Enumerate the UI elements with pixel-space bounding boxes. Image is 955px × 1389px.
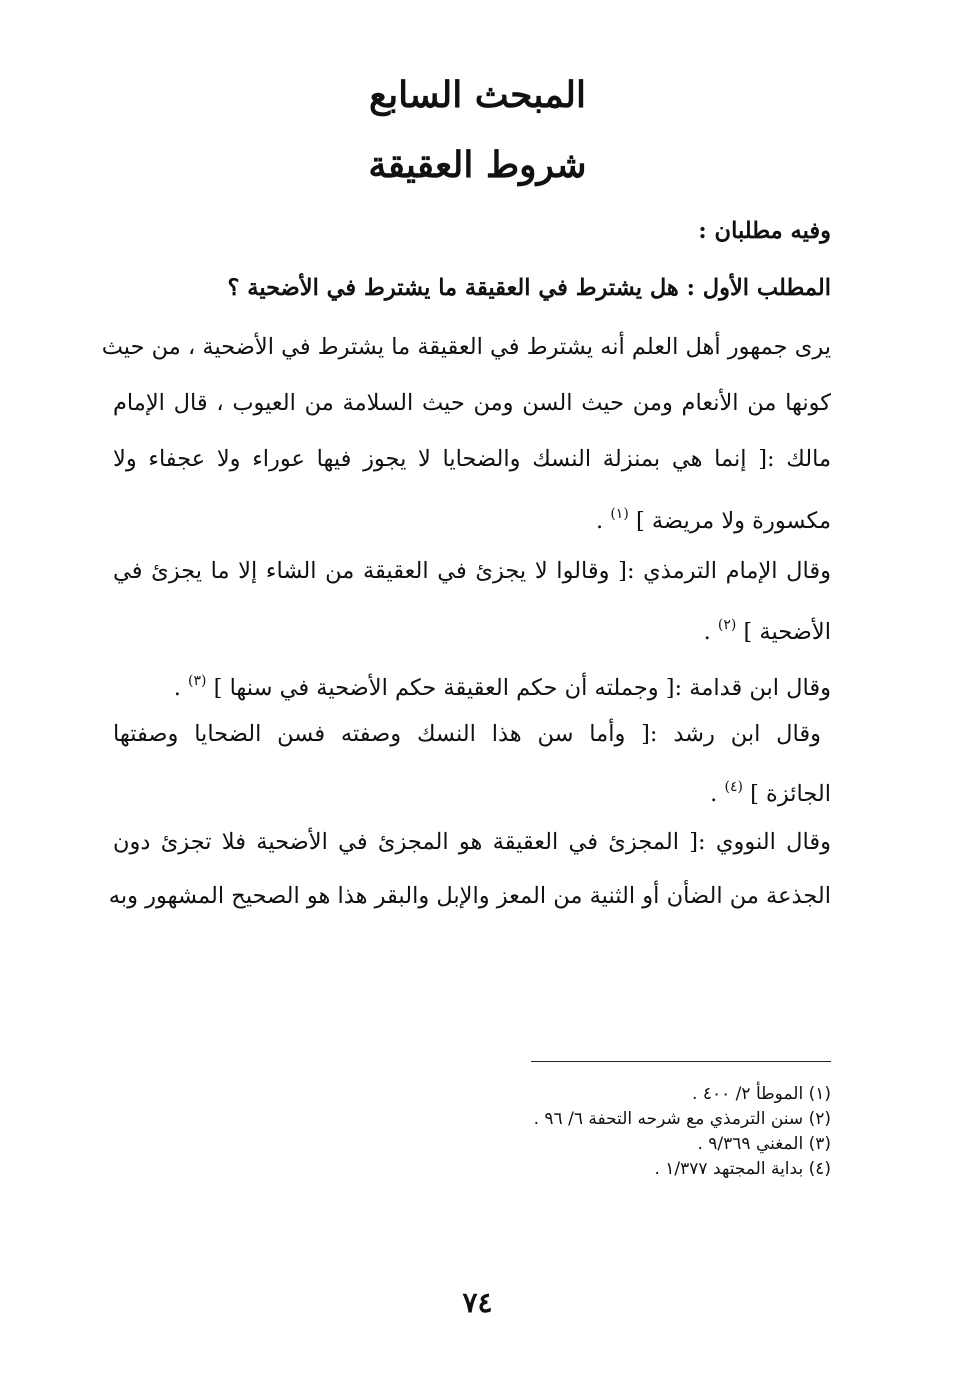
footnote: (٢) سنن الترمذي مع شرحه التحفة ٦/ ٩٦ . [533, 1109, 831, 1129]
footnote-ref: (٣) [188, 673, 207, 689]
paragraph-line [704, 603, 831, 647]
quote-text: الأضحية ] [743, 619, 831, 645]
quote-text: وقال ابن قدامة :[ وجملته أن حكم العقيقة حكم الأضحية في سنها ] [213, 675, 831, 701]
paragraph-line: كونها من الأنعام ومن حيث السن ومن حيث السلامة من العيوب ، قال الإمام [113, 390, 831, 416]
paragraph-line: وقال النووي :[ المجزئ في العقيقة هو المجزئ في الأضحية فلا تجزئ دون [113, 829, 831, 855]
footnote: (٤) بداية المجتهد ١/٣٧٧ . [654, 1159, 831, 1179]
intro-line: وفيه مطلبان : [698, 218, 831, 244]
period: . [710, 781, 718, 807]
paragraph-line: يرى جمهور أهل العلم أنه يشترط في العقيقة ما يشترط في الأضحية ، من حيث [101, 334, 831, 360]
footnote: (٣) المغني ٩/٣٦٩ . [697, 1134, 831, 1154]
paragraph-line: مالك :[ إنما هي بمنزلة النسك والضحايا لا يجوز فيها عوراء ولا عجفاء ولا [113, 446, 831, 472]
footnotes [400, 1082, 831, 1182]
page-number: ٧٤ [462, 1286, 493, 1319]
paragraph-line [710, 765, 831, 809]
footnote-divider [531, 1061, 831, 1062]
quote-text: الجائزة ] [750, 781, 831, 807]
footnote-ref: (٢) [717, 617, 737, 633]
footnote-ref: (١) [610, 506, 629, 522]
footnote-ref: (٤) [724, 779, 743, 795]
period: . [173, 675, 181, 701]
quote-text: مكسورة ولا مريضة ] [635, 508, 831, 534]
body-text [101, 0, 831, 1000]
section-title: المطلب الأول : هل يشترط في العقيقة ما يشترط في الأضحية ؟ [227, 275, 831, 301]
period: . [703, 619, 711, 645]
chapter-title: شروط العقيقة [368, 144, 587, 186]
paragraph-line: وقال الإمام الترمذي :[ وقالوا لا يجزئ في العقيقة من الشاء إلا ما يجزئ في [113, 558, 831, 584]
paragraph-line [596, 492, 831, 536]
paragraph-line [174, 659, 831, 703]
footnote: (١) الموطأ ٢/ ٤٠٠ . [692, 1084, 831, 1104]
paragraph-line: الجذعة من الضأن أو الثنية من المعز والإبل والبقر هذا هو الصحيح المشهور وبه [108, 883, 831, 909]
paragraph-line: وقال ابن رشد :[ وأما سن هذا النسك وصفته فسن الضحايا وصفتها [113, 721, 821, 747]
period: . [596, 508, 604, 534]
chapter-heading: المبحث السابع [368, 74, 586, 116]
